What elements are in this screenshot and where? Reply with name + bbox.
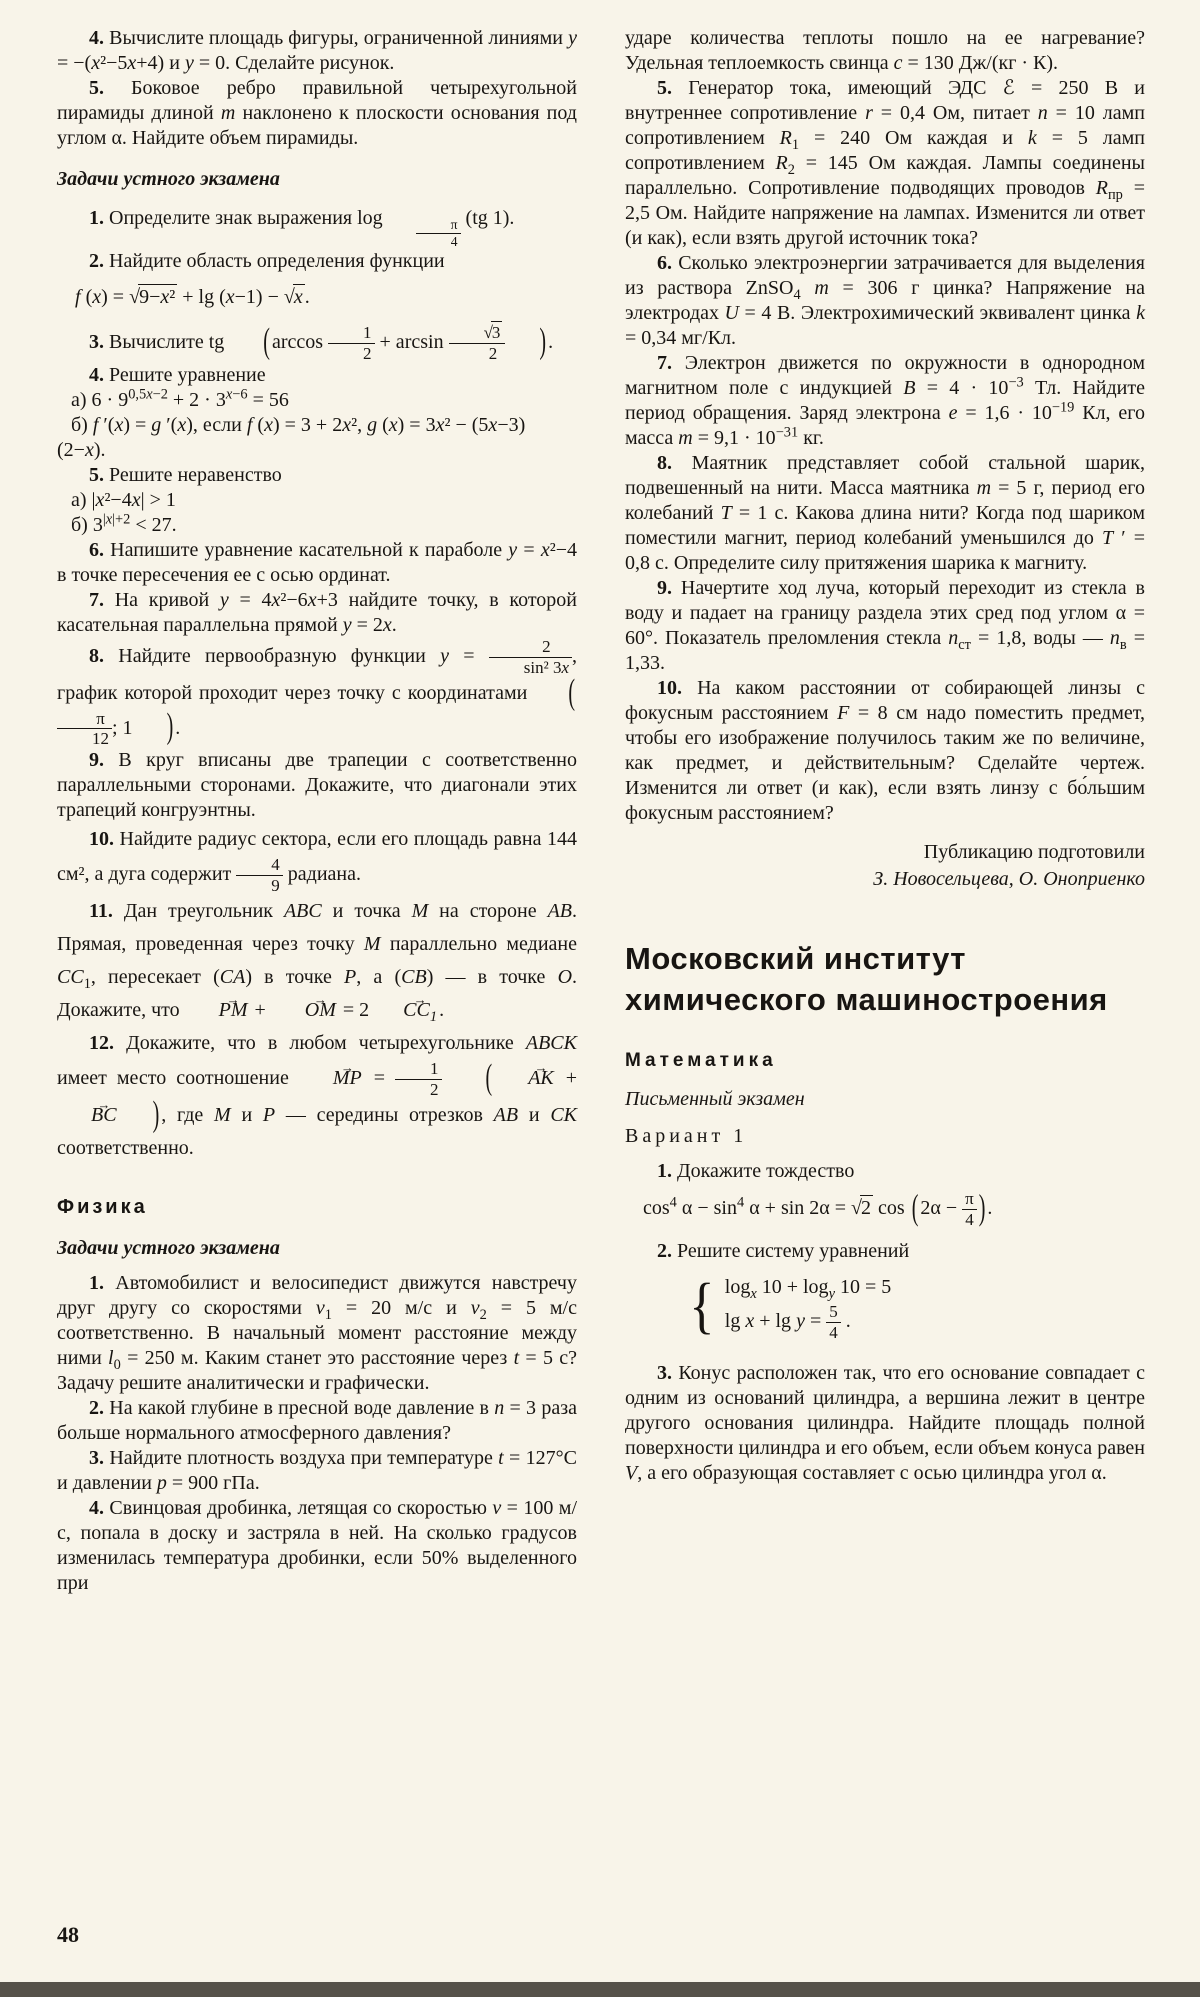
- written-problem-2-system: { $\log_x 10 + \log_y 10 = 5$ lg x + lg y = $\frac{5}{4}$ .: [689, 1271, 892, 1342]
- oral-problem-11: 11. Дан треугольник ABC и точка M на стороне AB. Прямая, проведенная через точку M параллельно медиане $CC_1$, пересекает (CA) в точке P, а (CB) — в точке O. Докажите, что → PM + → OM = $2 \to CC_1$ .: [57, 895, 577, 1027]
- heading-physics: Физика: [57, 1195, 148, 1218]
- physics-problem-7: 7. Электрон движется по окружности в однородном магнитном поле с индукцией $B = 4 \cdot 10^{-3}$ Тл. Найдите период обращения. Заряд электрона $e = 1,6 \cdot 10^{-19}$ Кл, его масса $m = 9,1 \cdot 10^{-31}$ кг.: [625, 352, 1145, 449]
- oral-problem-9: 9. В круг вписаны две трапеции с соответственно параллельными сторонами. Докажите, что диагонали этих трапеций конгруэнтны.: [57, 749, 577, 822]
- written-problem-1-formula: $\cos^4 \alpha - \sin^4 \alpha + \sin 2\alpha = √2$ cos ( 2α − $\frac{\pi}{4}$ ) .: [643, 1188, 993, 1229]
- page-number: 48: [57, 1922, 79, 1947]
- institute-heading: Московский институт химического машиностроения: [625, 941, 1108, 1017]
- physics-problem-10: 10. На каком расстоянии от собирающей линзы с фокусным расстоянием F = 8 см надо поместить предмет, чтобы его изображение получилось таким же по величине, как предмет, и действительным? Сделайте чертеж. Изменится ли ответ (и как), если взять линзу с бо́льшим фокусным расстоянием?: [625, 677, 1145, 824]
- oral-problem-2: 2. Найдите область определения функции: [89, 250, 445, 273]
- heading-oral-exam-physics: Задачи устного экзамена: [57, 1236, 280, 1259]
- physics-problem-4: 4. Свинцовая дробинка, летящая со скоростью v = 100 м/с, попала в доску и застряла в ней. На сколько градусов изменилась температура дробинки, если 50% выделенного при: [57, 1496, 577, 1594]
- heading-mathematics: Математика: [625, 1050, 777, 1071]
- oral-problem-8: 8. Найдите первообразную функции y = $\frac{2}{\text{sin² 3x}}$ , график которой проходит через точку с координатами ( $\frac{\pi}{12}$ ; 1 ) .: [57, 636, 577, 749]
- physics-problem-6: 6. Сколько электроэнергии затрачивается для выделения из раствора ZnSO$_4$ m = 306 г цинка? Напряжение на электродах U = 4 В. Электрохимический эквивалент цинка k = 0,34 мг/Кл.: [625, 252, 1146, 349]
- oral-problem-12: 12. Докажите, что в любом четырехугольнике ABCK имеет место соотношение → MP = $\frac{1}{2}$ ( → AK + → BC ) , где M и P — середины отрезков AB и CK соответственно.: [57, 1027, 577, 1165]
- oral-problem-5a: а) |x²−4x| > 1: [71, 488, 176, 511]
- physics-problem-9: 9. Начертите ход луча, который переходит из стекла в воду и падает на границу раздела этих сред под углом α = 60°. Показатель преломления стекла $n_{ст} = 1,8$, воды — $n_в = 1,33$.: [625, 577, 1146, 674]
- oral-problem-10: 10. Найдите радиус сектора, если его площадь равна 144 см², а дуга содержит $\frac{4}{9}$ радиана.: [57, 828, 577, 896]
- written-problem-2: 2. Решите систему уравнений: [657, 1239, 910, 1262]
- physics-problem-8: 8. Маятник представляет собой стальной шарик, подвешенный на нити. Масса маятника m = 5 г, период его колебаний T = 1 с. Какова длина нити? Когда под шариком поместили магнит, период колебаний уменьшился до T ′ = 0,8 с. Определите силу притяжения шарика к магниту.: [625, 452, 1146, 574]
- physics-problem-4-continued: ударе количества теплоты пошло на ее нагревание? Удельная теплоемкость свинца c = 130 Дж/(кг · К).: [625, 27, 1145, 74]
- oral-problem-4b: б) f ′(x) = g ′(x), если f (x) = 3 + 2x², g (x) = 3x² − (5x−3) (2−x).: [57, 413, 526, 461]
- oral-problem-7: 7. На кривой y = 4x²−6x+3 найдите точку, в которой касательная параллельна прямой y = 2x.: [57, 588, 578, 636]
- right-column: [625, 26, 1145, 1596]
- oral-problem-5: 5. Решите неравенство: [89, 463, 282, 486]
- written-problem-1: 1. Докажите тождество: [657, 1160, 855, 1182]
- physics-problem-2: 2. На какой глубине в пресной воде давление в n = 3 раза больше нормального атмосферного давления?: [57, 1396, 577, 1444]
- oral-problem-2-formula: f (x) = √9−x² + lg (x−1) − √x .: [75, 286, 310, 309]
- physics-problem-1: 1. Автомобилист и велосипедист движутся навстречу друг другу со скоростями $v_1 = 20$ м/с и $v_2 = 5$ м/с соответственно. В начальный момент расстояние между ними $l_0 = 250$ м. Каким станет это расстояние через t = 5 с? Задачу решите аналитически и графически.: [57, 1271, 577, 1394]
- byline-intro: Публикацию подготовили: [923, 841, 1145, 863]
- physics-problem-5: 5. Генератор тока, имеющий ЭДС ℰ = 250 В и внутреннее сопротивление r = 0,4 Ом, питает n = 10 ламп сопротивлением $R_1 = 240$ Ом каждая и k = 5 ламп сопротивлением $R_2 = 145$ Ом каждая. Лампы соединены параллельно. Сопротивление подводящих проводов $R_{пр} = 2,5$ Ом. Найдите напряжение на лампах. Изменится ли ответ (и как), если взять другой источник тока?: [625, 77, 1146, 249]
- heading-written-exam: Письменный экзамен: [625, 1088, 805, 1110]
- oral-problem-1: 1. Определите знак выражения log $\frac{\pi}{4}$ (tg 1).: [89, 207, 515, 249]
- byline-authors: З. Новосельцева, О. Оноприенко: [873, 868, 1145, 890]
- oral-problem-4: 4. Решите уравнение: [89, 363, 266, 386]
- physics-problem-3: 3. Найдите плотность воздуха при температуре t = 127°С и давлении p = 900 гПа.: [57, 1446, 577, 1494]
- heading-oral-exam-math: Задачи устного экзамена: [57, 168, 280, 190]
- written-problem-3: 3. Конус расположен так, что его основание совпадает с одним из оснований цилиндра, а вершина лежит в центре другого основания цилиндра. Найдите площадь полной поверхности цилиндра и его объем, если объем конуса равен V, а его образующая составляет с осью цилиндра угол α.: [625, 1362, 1145, 1485]
- oral-problem-4a: а) $6 \cdot 9^{0,5x-2} + 2 \cdot 3^{x-6} = 56$: [71, 386, 289, 411]
- left-column: [57, 26, 577, 1596]
- heading-variant-1: Вариант 1: [625, 1125, 748, 1147]
- math-written-problem-5: 5. Боковое ребро правильной четырехугольной пирамиды длиной m наклонено к плоскости основания под углом α. Найдите объем пирамиды.: [57, 77, 577, 149]
- math-written-problem-4: 4. Вычислите площадь фигуры, ограниченной линиями y = −(x²−5x+4) и y = 0. Сделайте рисунок.: [57, 27, 577, 74]
- oral-problem-5b: б) $3^{|x|+2} < 27$.: [71, 511, 177, 536]
- oral-problem-6: 6. Напишите уравнение касательной к параболе y = x²−4 в точке пересечения ее с осью ординат.: [57, 538, 577, 586]
- page-bottom-edge: [0, 1982, 1200, 1997]
- oral-problem-3: 3. Вычислите tg ( arccos $\frac{1}{2}$ + arcsin $\frac{√3}{2}$ ) .: [89, 321, 554, 364]
